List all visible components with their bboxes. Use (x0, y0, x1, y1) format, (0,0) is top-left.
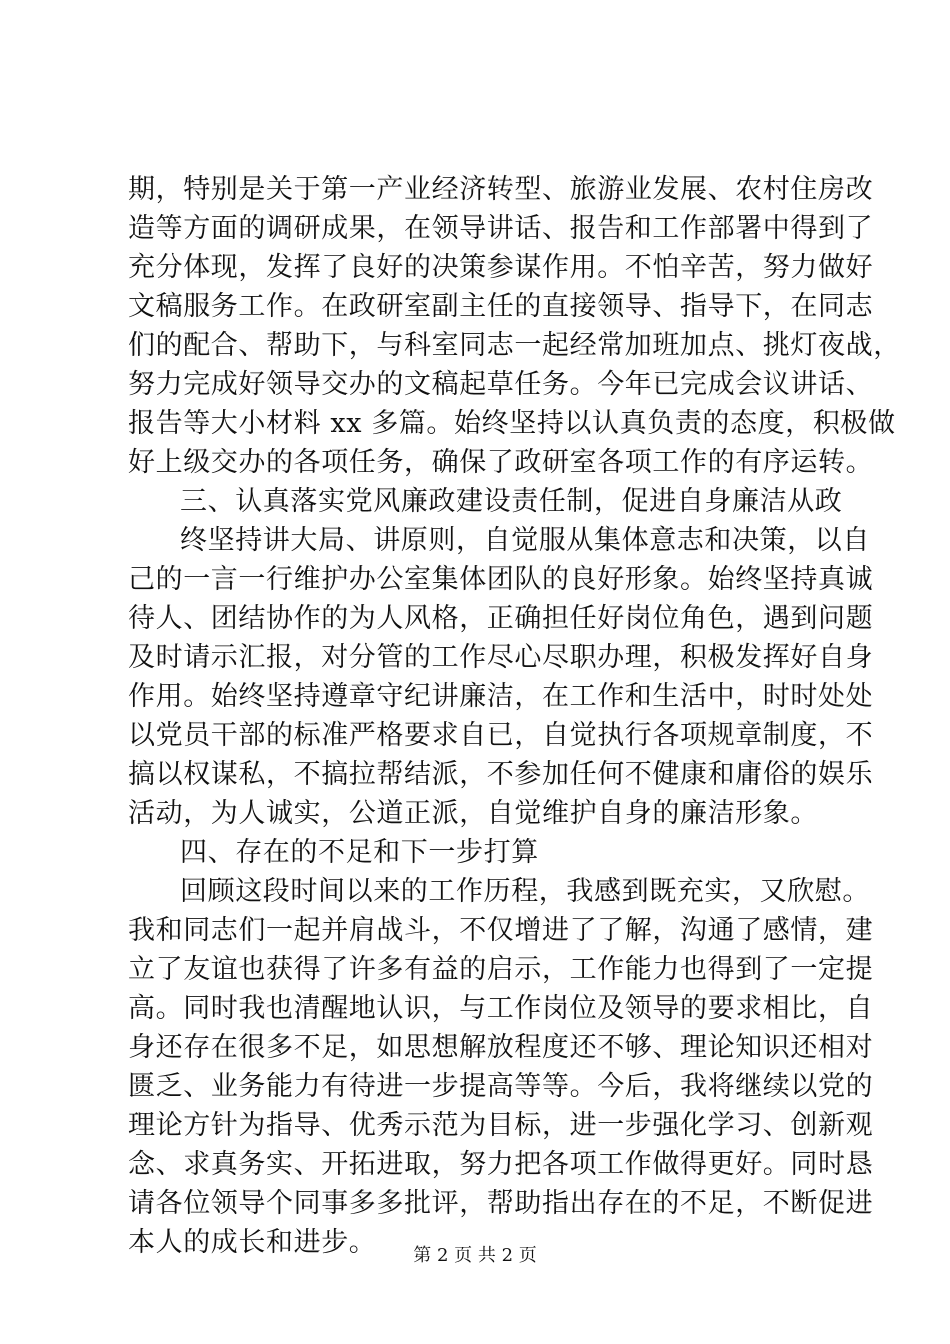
page-footer: 第 2 页 共 2 页 (413, 1245, 537, 1266)
text-line: 们的配合、帮助下，与科室同志一起经常加班加点、挑灯夜战， (128, 330, 901, 361)
text-line: 努力完成好领导交办的文稿起草任务。今年已完成会议讲话、 (128, 369, 874, 400)
text-line: 及时请示汇报，对分管的工作尽心尽职办理，积极发挥好自身 (128, 642, 874, 673)
text-line: 作用。始终坚持遵章守纪讲廉洁，在工作和生活中，时时处处 (128, 681, 874, 712)
text-line: 立了友谊也获得了许多有益的启示，工作能力也得到了一定提 (128, 954, 874, 985)
text-line: 我和同志们一起并肩战斗，不仅增进了了解，沟通了感情，建 (128, 915, 874, 946)
text-line: 待人、团结协作的为人风格，正确担任好岗位角色，遇到问题 (128, 603, 874, 634)
text-line: 期，特别是关于第一产业经济转型、旅游业发展、农村住房改 (128, 174, 874, 205)
text-line: 活动，为人诚实，公道正派，自觉维护自身的廉洁形象。 (128, 798, 818, 829)
text-line: 身还存在很多不足，如思想解放程度还不够、理论知识还相对 (128, 1032, 874, 1063)
text-line: 造等方面的调研成果，在领导讲话、报告和工作部署中得到了 (128, 213, 874, 244)
text-line: 以党员干部的标准严格要求自已，自觉执行各项规章制度，不 (128, 720, 874, 751)
text-line: 文稿服务工作。在政研室副主任的直接领导、指导下，在同志 (128, 291, 874, 322)
text-line: 报告等大小材料 xx 多篇。始终坚持以认真负责的态度，积极做 (128, 408, 896, 439)
text-line: 本人的成长和进步。 (128, 1227, 377, 1258)
text-line: 终坚持讲大局、讲原则，自觉服从集体意志和决策，以自 (180, 525, 870, 556)
text-line: 回顾这段时间以来的工作历程，我感到既充实，又欣慰。 (180, 876, 870, 907)
text-line: 理论方针为指导、优秀示范为目标，进一步强化学习、创新观 (128, 1110, 874, 1141)
section-heading-4: 四、存在的不足和下一步打算 (180, 837, 539, 868)
body-text (128, 170, 901, 1262)
text-line: 念、求真务实、开拓进取，努力把各项工作做得更好。同时恳 (128, 1149, 874, 1180)
text-line: 请各位领导个同事多多批评，帮助指出存在的不足，不断促进 (128, 1188, 874, 1219)
text-line: 匮乏、业务能力有待进一步提高等等。今后，我将继续以党的 (128, 1071, 874, 1102)
text-line: 好上级交办的各项任务，确保了政研室各项工作的有序运转。 (128, 447, 874, 478)
text-line: 高。同时我也清醒地认识，与工作岗位及领导的要求相比，自 (128, 993, 874, 1024)
section-heading-3: 三、认真落实党风廉政建设责任制，促进自身廉洁从政 (180, 486, 843, 517)
text-line: 己的一言一行维护办公室集体团队的良好形象。始终坚持真诚 (128, 564, 874, 595)
text-line: 充分体现，发挥了良好的决策参谋作用。不怕辛苦，努力做好 (128, 252, 874, 283)
text-line: 搞以权谋私，不搞拉帮结派，不参加任何不健康和庸俗的娱乐 (128, 759, 874, 790)
